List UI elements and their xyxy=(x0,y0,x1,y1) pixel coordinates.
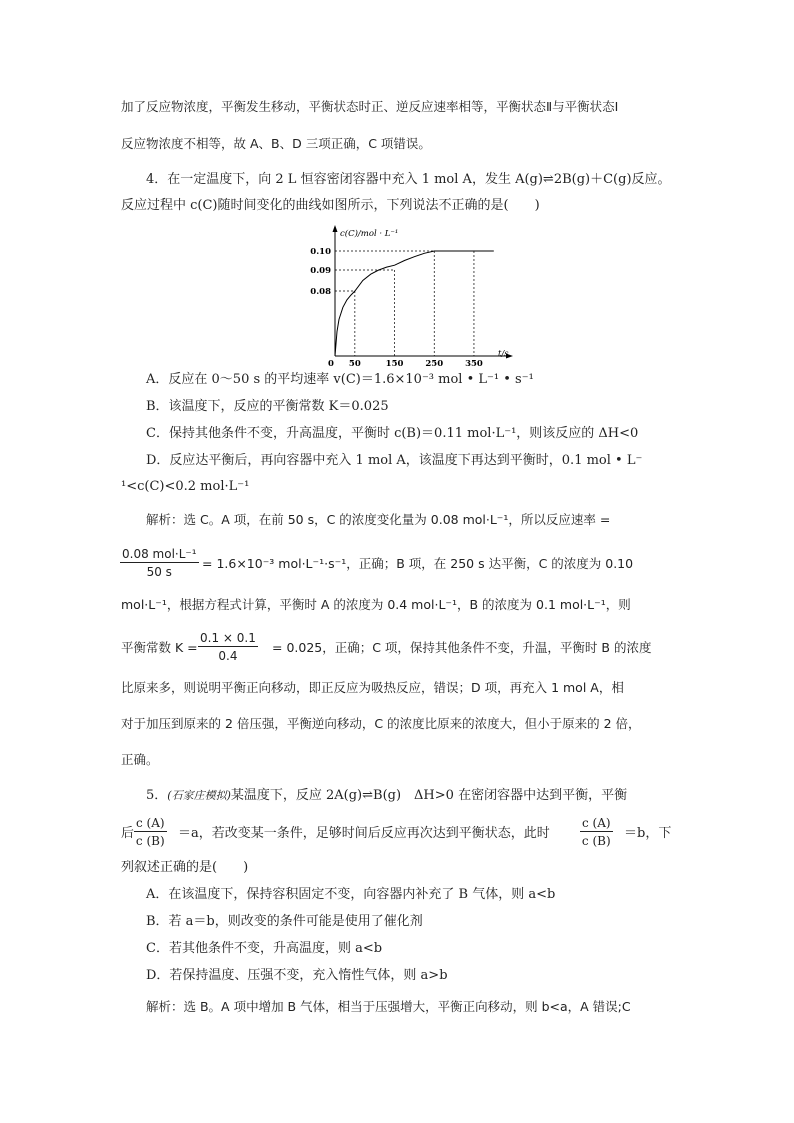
fraction-numerator: 0.08 mol·L⁻¹ xyxy=(122,547,197,561)
y-axis-arrow xyxy=(333,225,338,232)
solution-line: mol·L⁻¹，根据方程式计算，平衡时 A 的浓度为 0.4 mol·L⁻¹，B 的浓度为 0.1 mol·L⁻¹，则 xyxy=(121,597,631,612)
solution-line: 平衡常数 K = xyxy=(121,640,198,655)
option-d: D．若保持温度、压强不变，充入惰性气体，则 a>b xyxy=(146,968,448,983)
fraction-denominator: c (B) xyxy=(581,834,611,848)
ratio-fraction-b xyxy=(580,815,613,849)
y-axis-label: c(C)/mol · L⁻¹ xyxy=(340,229,399,239)
option-d-continued: ¹<c(C)<0.2 mol·L⁻¹ xyxy=(121,479,250,494)
fraction-numerator: c (A) xyxy=(136,816,165,830)
ratio-fraction-a xyxy=(134,815,167,849)
rate-fraction xyxy=(120,546,199,580)
question-5-stem-end: ＝b，下 xyxy=(624,826,672,841)
option-d: D．反应达平衡后，再向容器中充入 1 mol A，该温度下再达到平衡时，0.1 mol • L⁻ xyxy=(146,453,643,468)
k-fraction xyxy=(198,630,258,664)
option-a: A．在该温度下，保持容积固定不变，向容器内补充了 B 气体，则 a<b xyxy=(146,887,556,902)
y-tick-labels xyxy=(310,247,331,297)
option-c: C．若其他条件不变，升高温度，则 a<b xyxy=(146,941,383,956)
fraction-numerator: c (A) xyxy=(582,816,611,830)
solution-line: 解析：选 C。A 项，在前 50 s，C 的浓度变化量为 0.08 mol·L⁻¹，所以反应速率 = xyxy=(146,512,611,527)
question-5-stem xyxy=(146,786,627,806)
x-tick-label: 150 xyxy=(385,359,404,368)
solution-line: 解析：选 B。A 项中增加 B 气体，相当于压强增大，平衡正向移动，则 b<a，A 错误;C xyxy=(146,999,631,1014)
text-line: 加了反应物浓度，平衡发生移动，平衡状态时正、逆反应速率相等，平衡状态Ⅱ与平衡状态Ⅰ xyxy=(121,99,619,114)
solution-line: 正确。 xyxy=(121,752,159,767)
question-5-stem-mid: ＝a，若改变某一条件，足够时间后反应再次达到平衡状态，此时 xyxy=(178,826,550,841)
x-tick-label: 350 xyxy=(465,359,483,368)
concentration-time-chart xyxy=(300,222,530,368)
x-tick-label: 250 xyxy=(425,359,444,368)
fraction-denominator: 50 s xyxy=(146,565,172,579)
question-number: 5． xyxy=(146,788,168,803)
option-b: B．该温度下，反应的平衡常数 K＝0.025 xyxy=(146,399,389,414)
solution-line: 比原来多，则说明平衡正向移动，即正反应为吸热反应，错误；D 项，再充入 1 mol A，相 xyxy=(121,680,624,695)
question-4-stem: 反应过程中 c(C)随时间变化的曲线如图所示，下列说法不正确的是( ) xyxy=(121,198,540,213)
guide-lines xyxy=(335,251,474,356)
question-text: 某温度下，反应 2A(g)⇌B(g) ΔH>0 在密闭容器中达到平衡，平衡 xyxy=(230,788,628,803)
option-a: A．反应在 0～50 s 的平均速率 v(C)＝1.6×10⁻³ mol • L⁻¹ • s⁻¹ xyxy=(146,372,534,387)
fraction-denominator: 0.4 xyxy=(218,649,238,663)
solution-line: = 1.6×10⁻³ mol·L⁻¹·s⁻¹，正确；B 项，在 250 s 达平衡，C 的浓度为 0.10 xyxy=(202,556,634,571)
text-line: 反应物浓度不相等，故 A、B、D 三项正确，C 项错误。 xyxy=(121,136,431,151)
data-series-line xyxy=(335,251,494,356)
question-5-stem: 列叙述正确的是( ) xyxy=(121,860,249,875)
fraction-numerator: 0.1 × 0.1 xyxy=(200,631,256,645)
x-tick-label: 0 xyxy=(328,359,334,368)
y-tick-label: 0.10 xyxy=(310,247,331,257)
solution-line: 对于加压到原来的 2 倍压强，平衡逆向移动，C 的浓度比原来的浓度大，但小于原来的 2 倍， xyxy=(121,716,641,731)
question-5-stem-prefix: 后 xyxy=(121,826,135,841)
question-4-stem: 4．在一定温度下，向 2 L 恒容密闭容器中充入 1 mol A，发生 A(g)⇌2B(g)＋C(g)反应。 xyxy=(146,172,671,187)
y-tick-label: 0.09 xyxy=(310,266,331,276)
y-tick-label: 0.08 xyxy=(310,287,331,297)
option-b: B．若 a＝b，则改变的条件可能是使用了催化剂 xyxy=(146,914,423,929)
x-axis-label: t/s xyxy=(498,349,509,359)
x-tick-labels xyxy=(328,359,483,368)
fraction-denominator: c (B) xyxy=(135,834,165,848)
option-c: C．保持其他条件不变，升高温度，平衡时 c(B)＝0.11 mol·L⁻¹，则该反应的 ΔH<0 xyxy=(146,426,639,441)
question-source: (石家庄模拟) xyxy=(167,789,231,802)
x-tick-label: 50 xyxy=(348,359,361,368)
solution-line: = 0.025，正确；C 项，保持其他条件不变，升温，平衡时 B 的浓度 xyxy=(272,640,652,655)
